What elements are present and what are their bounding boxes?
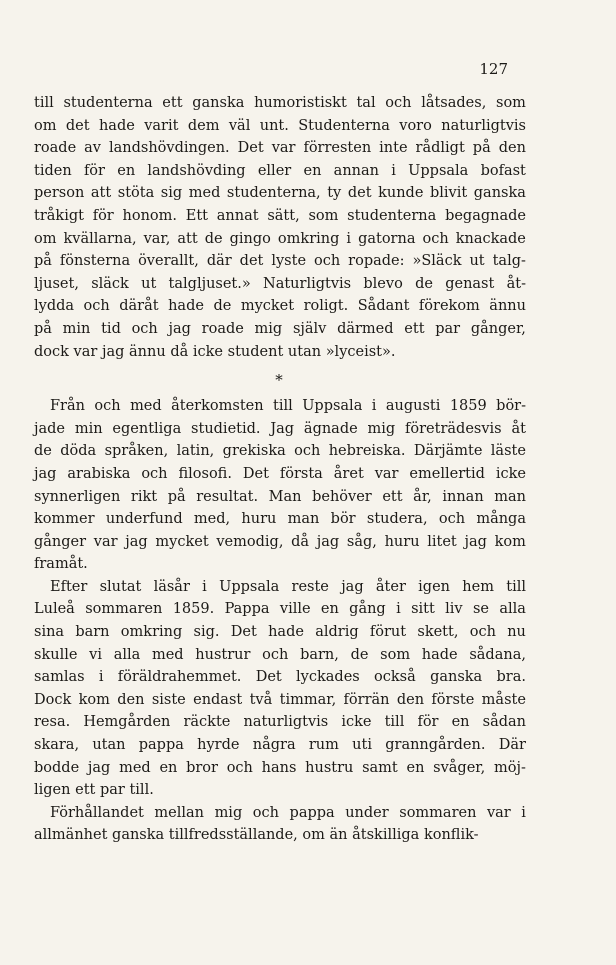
text-line: Luleå sommaren 1859. Pappa ville en gång i sitt liv se alla	[34, 601, 526, 618]
text-line: bodde jag med en bror och hans hustru samt en svåger, möj-	[34, 759, 526, 776]
text-line: tiden för en landshövding eller en annan i Uppsala bofast	[34, 162, 526, 179]
text-line: om kvällarna, var, att de gingo omkring i gatorna och knackade	[34, 230, 526, 247]
text-line: roade av landshövdingen. Det var förresten inte rådligt på den	[34, 140, 526, 157]
text-line: skulle vi alla med hustrur och barn, de som hade sådana,	[34, 646, 526, 663]
text-line: Efter slutat läsår i Uppsala reste jag åter igen hem till	[50, 578, 526, 595]
paragraph	[34, 576, 526, 802]
text-line: Från och med återkomsten till Uppsala i augusti 1859 bör-	[50, 398, 526, 415]
text-line: Dock kom den siste endast två timmar, förrän den förste måste	[34, 691, 526, 708]
text-line: ljuset, släck ut talgljuset.» Naturligtvis blevo de genast åt-	[34, 275, 526, 292]
text-line: dock var jag ännu då icke student utan »lyceist».	[34, 343, 396, 360]
page-text	[34, 92, 526, 847]
text-line: jade min egentliga studietid. Jag ägnade mig företrädesvis åt	[34, 420, 526, 437]
text-line: på min tid och jag roade mig själv därmed ett par gånger,	[34, 320, 526, 337]
text-line: de döda språken, latin, grekiska och hebreiska. Därjämte läste	[34, 443, 526, 460]
text-line: gånger var jag mycket vemodig, då jag såg, huru litet jag kom	[34, 533, 526, 550]
page-number: 127	[479, 60, 508, 78]
text-line: samlas i föräldrahemmet. Det lyckades också ganska bra.	[34, 669, 526, 686]
text-line: på fönsterna överallt, där det lyste och ropade: »Släck ut talg-	[34, 253, 526, 270]
text-line: ligen ett par till.	[34, 782, 154, 799]
text-line: synnerligen rikt på resultat. Man behöver ett år, innan man	[34, 488, 526, 505]
text-line: framåt.	[34, 556, 88, 573]
text-line: tråkigt för honom. Ett annat sätt, som studenterna begagnade	[34, 207, 526, 224]
text-line: person att stöta sig med studenterna, ty det kunde blivit ganska	[34, 185, 526, 202]
text-line: Förhållandet mellan mig och pappa under sommaren var i	[50, 804, 526, 821]
text-line: till studenterna ett ganska humoristiskt tal och låtsades, som	[34, 95, 526, 111]
text-line: lydda och däråt hade de mycket roligt. Sådant förekom ännu	[34, 298, 526, 315]
section-separator: *	[275, 371, 283, 390]
text-line: skara, utan pappa hyrde några rum uti granngården. Där	[34, 737, 526, 754]
paragraph	[34, 92, 526, 363]
text-line: kommer underfund med, huru man bör studera, och många	[34, 511, 526, 528]
text-line: om det hade varit dem väl unt. Studenterna voro naturligtvis	[34, 117, 526, 134]
text-line: allmänhet ganska tillfredsställande, om än åtskilliga konflik-	[34, 827, 479, 844]
text-line: resa. Hemgården räckte naturligtvis icke till för en sådan	[34, 714, 526, 731]
paragraph	[34, 395, 526, 576]
paragraph	[34, 802, 526, 847]
text-line: sina barn omkring sig. Det hade aldrig förut skett, och nu	[34, 624, 526, 641]
text-line: jag arabiska och filosofi. Det första året var emellertid icke	[34, 465, 526, 482]
